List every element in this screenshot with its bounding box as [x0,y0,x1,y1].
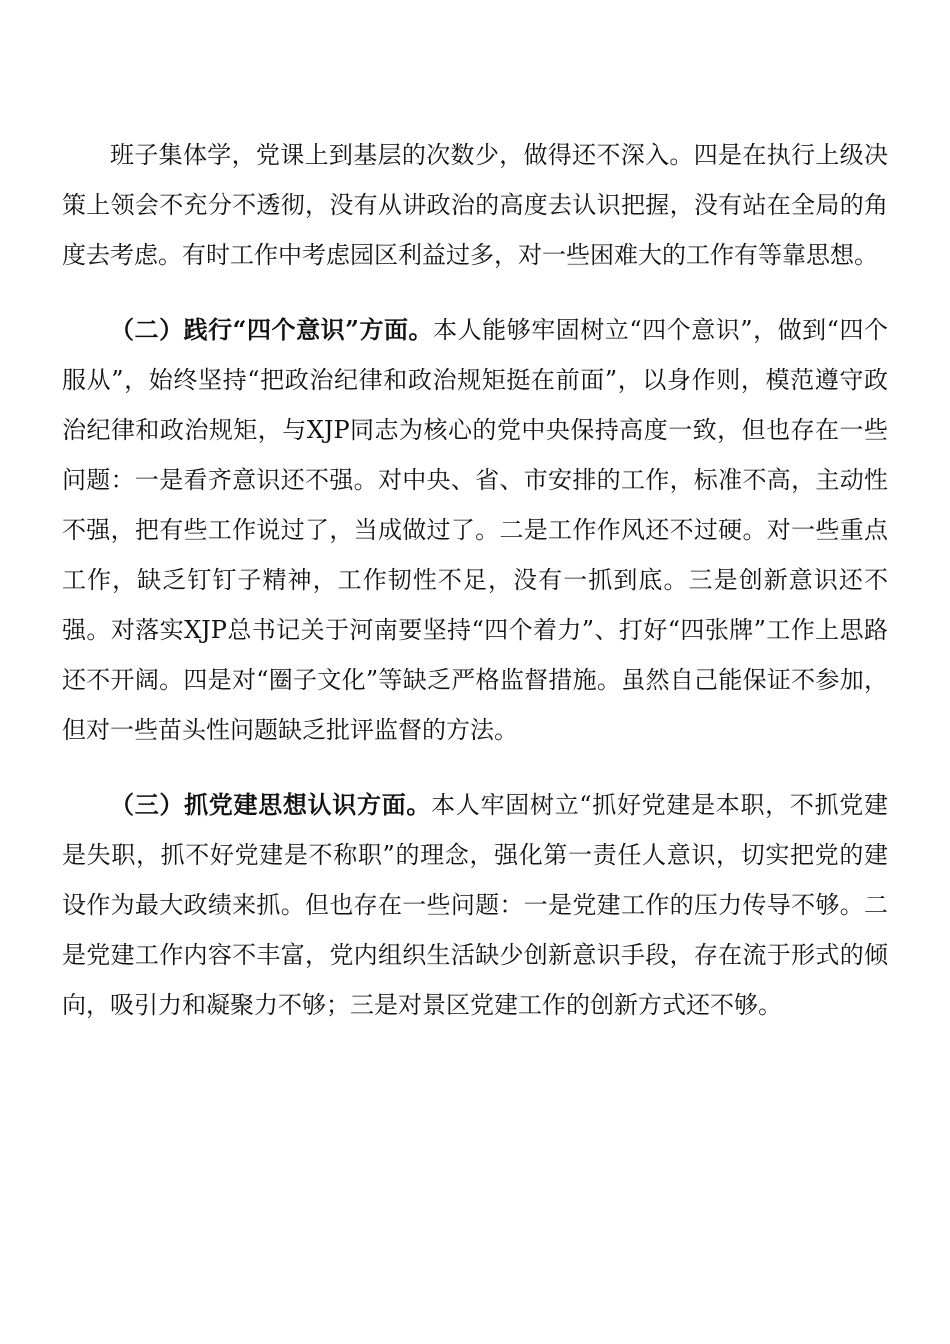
paragraph-text: 本人能够牢固树立“四个意识”，做到“四个服从”，始终坚持“把政治纪律和政治规矩挺在前面”，以身作则，模范遵守政治纪律和政治规矩，与XJP同志为核心的党中央保持高度一致，但也存在一些问题：一是看齐意识还不强。对中央、省、市安排的工作，标准不高，主动性不强，把有些工作说过了，当成做过了。二是工作作风还不过硬。对一些重点工作，缺乏钉钉子精神，工作韧性不足，没有一抓到底。三是创新意识还不强。对落实XJP总书记关于河南要坚持“四个着力”、打好“四张牌”工作上思路还不开阔。四是对“圈子文化”等缺乏严格监督措施。虽然自己能保证不参加，但对一些苗头性问题缺乏批评监督的方法。 [62,316,889,744]
paragraph-party-building [62,780,888,1030]
paragraph-text: 班子集体学，党课上到基层的次数少，做得还不深入。四是在执行上级决策上领会不充分不透彻，没有从讲政治的高度去认识把握，没有站在全局的角度去考虑。有时工作中考虑园区利益过多，对一些困难大的工作有等靠思想。 [62,141,888,269]
paragraph-four-consciousness [62,305,888,755]
paragraph-text: 本人牢固树立“抓好党建是本职，不抓党建是失职，抓不好党建是不称职”的理念，强化第一责任人意识，切实把党的建设作为最大政绩来抓。但也存在一些问题：一是党建工作的压力传导不够。二是党建工作内容不丰富，党内组织生活缺少创新意识手段，存在流于形式的倾向，吸引力和凝聚力不够；三是对景区党建工作的创新方式还不够。 [62,791,888,1019]
section-heading-2: （二）践行“四个意识”方面。 [110,315,434,344]
document-body [62,130,888,1030]
section-heading-3: （三）抓党建思想认识方面。 [110,790,432,819]
paragraph-continuation [62,130,888,280]
